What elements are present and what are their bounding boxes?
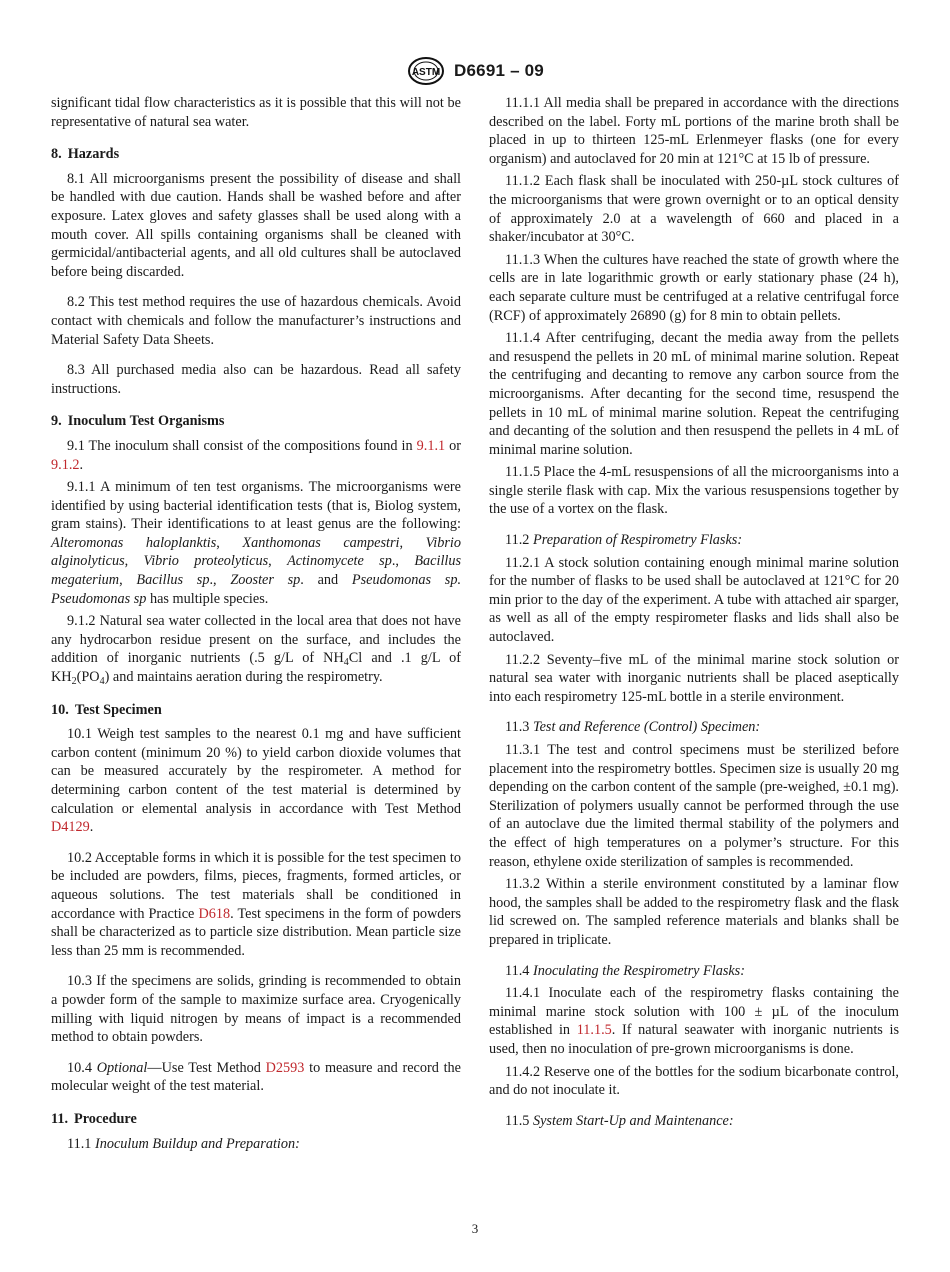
text-run: 9.1 The inoculum shall consist of the compositions found in	[67, 437, 417, 454]
logo-text: ASTM	[411, 67, 441, 78]
text-run: 11.1	[67, 1135, 95, 1152]
paragraph-11-2-1: 11.2.1 A stock solution containing enough minimal marine solution for the number of flasks to be used shall be autoclaved at 121°C for 20 min prior to the day of the experiment. A tube with attached air sparger, as well as all of the empty respirometer flasks and lids shall also be autoclaved.	[489, 554, 899, 646]
text-run: (PO	[76, 669, 100, 686]
paragraph-11-1-5: 11.1.5 Place the 4-mL resuspensions of all the microorganisms into a single sterile flask with cap. Mix the various resuspensions together by the use of a vortex on the flask.	[489, 464, 899, 518]
text-run: ,	[124, 553, 144, 570]
paragraph-10-3: 10.3 If the specimens are solids, grinding is recommended to obtain a powder form of the sample to maximize surface area. Cryogenically milling with liquid nitrogen by means of impact is a recommended method to obtain powders.	[51, 973, 461, 1046]
paragraph-9-1-2	[51, 612, 461, 686]
organism-name: Alteromonas haloplanktis	[51, 534, 217, 551]
section-title: Inoculum Test Organisms	[67, 413, 225, 430]
page-number: 3	[471, 1221, 479, 1236]
text-run: . If natural seawater with inorganic nutrients is used, then no inoculation of pre-grown microorganisms is done.	[489, 1022, 899, 1057]
paragraph-11-4	[489, 962, 899, 981]
subscript: 4	[99, 676, 105, 688]
organism-name: Vibrio alginolyticus	[51, 534, 462, 570]
link-d4129[interactable]: D4129	[51, 819, 90, 836]
text-run: ,	[216, 534, 243, 551]
emphasis: System Start-Up and Maintenance:	[532, 1112, 734, 1129]
text-run: ,	[399, 534, 426, 551]
text-run: .	[79, 456, 84, 473]
text-run: 9.1.2 Natural sea water collected in the local area that does not have any hydrocarbon residue present on the surface, and includes the addition of inorganic nutrients (.5 g/L of NH	[51, 613, 461, 667]
link-9-1-2[interactable]: 9.1.2	[51, 456, 80, 473]
section-number: 8.	[51, 146, 62, 163]
left-column	[51, 94, 461, 1157]
text-run: ,	[268, 553, 288, 570]
paragraph-11-5	[489, 1112, 899, 1131]
document-id: D6691 – 09	[454, 61, 544, 80]
text-run: 11.4.1 Inoculate each of the respirometry flasks containing the minimal marine stock solution with 100 ± µL of the inoculum established in	[489, 985, 899, 1039]
paragraph-11-1-1: 11.1.1 All media shall be prepared in accordance with the directions described on the label. Forty mL portions of the marine broth shall be placed in up to thirteen 125-mL Erlenmeyer flasks (one for every organism) and autoclaved for 20 min at 121°C at 15 lb of pressure.	[489, 95, 899, 167]
text-run: 9.1.1 A minimum of ten test organisms. The microorganisms were identified by using bacterial identification tests (that is, Biolog system, gram stains). Their identifications to at least genus are the following:	[51, 479, 461, 533]
paragraph-11-2-2: 11.2.2 Seventy–five mL of the minimal marine stock solution or natural sea water with inorganic nutrients shall be placed aseptically into each respirometry 125-mL bottle in a sterile environment.	[489, 651, 899, 705]
text-run: . Test specimens in the form of powders shall be characterized as to particle size distribution. Mean particle size less than 25 mm is recommended.	[51, 905, 461, 959]
organism-name: Zooster sp	[230, 572, 301, 589]
text-run: .,	[391, 553, 415, 570]
emphasis: Inoculum Buildup and Preparation:	[94, 1135, 300, 1152]
section-heading-11	[51, 1110, 461, 1129]
paragraph-10-4	[51, 1059, 461, 1096]
paragraph-11-3-1: 11.3.1 The test and control specimens must be sterilized before placement into the respirometry bottles. Specimen size is usually 20 mg depending on the carbon content of the sample (pre-weighed, ±0.1 mg). Sterilization of polymers usually cannot be performed through the use of an autoclave due the limited thermal stability of the polymers and the effect of high temperatures on a polymer’s structure. For this reason, ethylene oxide sterilization of samples is recommended.	[489, 742, 899, 870]
paragraph-11-3	[489, 718, 899, 737]
organism-name: Pseudomonas sp. Pseudomonas sp	[51, 572, 462, 607]
section-title: Hazards	[67, 146, 120, 163]
emphasis: Test and Reference (Control) Specimen:	[532, 719, 761, 736]
text-run: 10.4	[67, 1059, 97, 1076]
emphasis: Optional	[96, 1059, 148, 1076]
text-run: ,	[119, 572, 137, 589]
organism-name: Xanthomonas campestri	[242, 534, 400, 551]
paragraph-9-1	[51, 437, 461, 474]
paragraph-8-3: 8.3 All purchased media also can be hazardous. Read all safety instructions.	[51, 362, 461, 397]
paragraph-11-2	[489, 531, 899, 550]
organism-name: Bacillus sp	[136, 572, 210, 589]
text-run: 11.2	[505, 532, 533, 549]
section-heading-9	[51, 412, 461, 431]
organism-name: Vibrio proteolyticus	[143, 553, 269, 570]
right-column	[489, 94, 899, 1134]
subscript: 4	[343, 657, 349, 669]
text-run: 11.5	[505, 1112, 533, 1129]
text-run: to measure and record the molecular weight of the test material.	[51, 1059, 462, 1095]
text-run: has multiple species.	[146, 590, 269, 607]
page-header	[0, 55, 950, 87]
paragraph-11-1-3: 11.1.3 When the cultures have reached the state of growth where the cells are in late logarithmic growth or early stationary phase (24 h), each separate culture must be centrifuged at a relative centrifugal force (RCF) of approximately 26890 (g) for 8 min to obtain pellets.	[489, 251, 899, 324]
link-d618[interactable]: D618	[198, 905, 231, 922]
paragraph-8-2: 8.2 This test method requires the use of hazardous chemicals. Avoid contact with chemicals and follow the manufacturer’s instructions and Material Safety Data Sheets.	[51, 294, 461, 348]
text-run: .	[89, 819, 94, 836]
section-number: 11.	[51, 1110, 69, 1127]
organism-name: Actinomycete sp	[287, 553, 392, 570]
paragraph-11-1-4: 11.1.4 After centrifuging, decant the media away from the pellets and resuspend the pellets in 20 mL of minimal marine solution. Repeat the centrifuging and decanting to remove any carbon source from the microorganisms. After decanting for the second time, resuspend the pellets in 10 mL of minimal marine solution. Repeat the centrifuging and decanting of the solution and then resuspend the pellets in 4 mL of minimal marine solution.	[489, 330, 899, 458]
paragraph-11-3-2: 11.3.2 Within a sterile environment constituted by a laminar flow hood, the samples shall be added to the respirometry flask and the flask lid screwed on. The sampled reference materials and blanks shall be prepared in triplicate.	[489, 876, 899, 948]
section-number: 9.	[51, 413, 62, 430]
paragraph-9-1-1	[51, 478, 461, 608]
emphasis: Preparation of Respirometry Flasks:	[532, 532, 743, 549]
paragraph-continued: significant tidal flow characteristics as it is possible that this will not be representative of natural sea water.	[51, 95, 461, 130]
organism-name: Bacillus megaterium	[51, 553, 462, 589]
text-run: or	[445, 437, 461, 454]
text-run: —Use Test Method	[147, 1059, 266, 1076]
text-run: Cl and .1 g/L of KH	[51, 650, 461, 686]
text-run: 11.3	[505, 719, 533, 736]
paragraph-11-4-1	[489, 984, 899, 1058]
paragraph-11-1-2: 11.1.2 Each flask shall be inoculated with 250-µL stock cultures of the microorganisms that were grown overnight or to an optical density of approximately 2.0 at a wavelength of 660 and placed in a shaker/incubator at 30°C.	[489, 173, 899, 246]
paragraph-11-1	[51, 1135, 461, 1154]
link-d2593[interactable]: D2593	[265, 1059, 305, 1076]
emphasis: Inoculating the Respirometry Flasks:	[532, 962, 745, 979]
paragraph-8-1: 8.1 All microorganisms present the possibility of disease and shall be handled with due caution. Hands shall be washed before and after exposure. Latex gloves and safety glasses shall be used along with a mouth cover. All spills containing organisms shall be cleaned with germicidal/antibacterial agents, and all old cultures shall be autoclaved before being discarded.	[51, 170, 461, 280]
section-heading-10	[51, 701, 461, 720]
astm-logo-icon	[406, 56, 446, 86]
paragraph-11-4-2: 11.4.2 Reserve one of the bottles for the sodium bicarbonate control, and do not inoculate it.	[489, 1063, 899, 1099]
section-title: Procedure	[74, 1110, 137, 1127]
link-11-1-5[interactable]: 11.1.5	[576, 1022, 612, 1039]
section-heading-8	[51, 145, 461, 164]
section-number: 10.	[51, 701, 69, 718]
text-run: ) and maintains aeration during the respirometry.	[104, 669, 383, 686]
text-run: 10.2 Acceptable forms in which it is possible for the test specimen to be included are powders, films, pieces, fragments, formed articles, or aqueous solutions. The test materials shall be conditioned in accordance with Practice	[51, 849, 461, 922]
paragraph-10-1	[51, 725, 461, 837]
text-run: .,	[209, 572, 231, 589]
text-run: . and	[300, 572, 352, 589]
subscript: 2	[71, 676, 77, 688]
text-run: 11.4	[505, 962, 533, 979]
link-9-1-1[interactable]: 9.1.1	[416, 437, 446, 454]
section-title: Test Specimen	[74, 701, 162, 718]
paragraph-10-2	[51, 849, 461, 961]
text-run: 10.1 Weigh test samples to the nearest 0.1 mg and have sufficient carbon content (minimum 20 %) to yield carbon dioxide volumes that can be measured accurately by the respirometer. A method for determining carbon content of the test material is determined by calculation or elemental analysis in accordance with Test Method	[51, 726, 461, 817]
